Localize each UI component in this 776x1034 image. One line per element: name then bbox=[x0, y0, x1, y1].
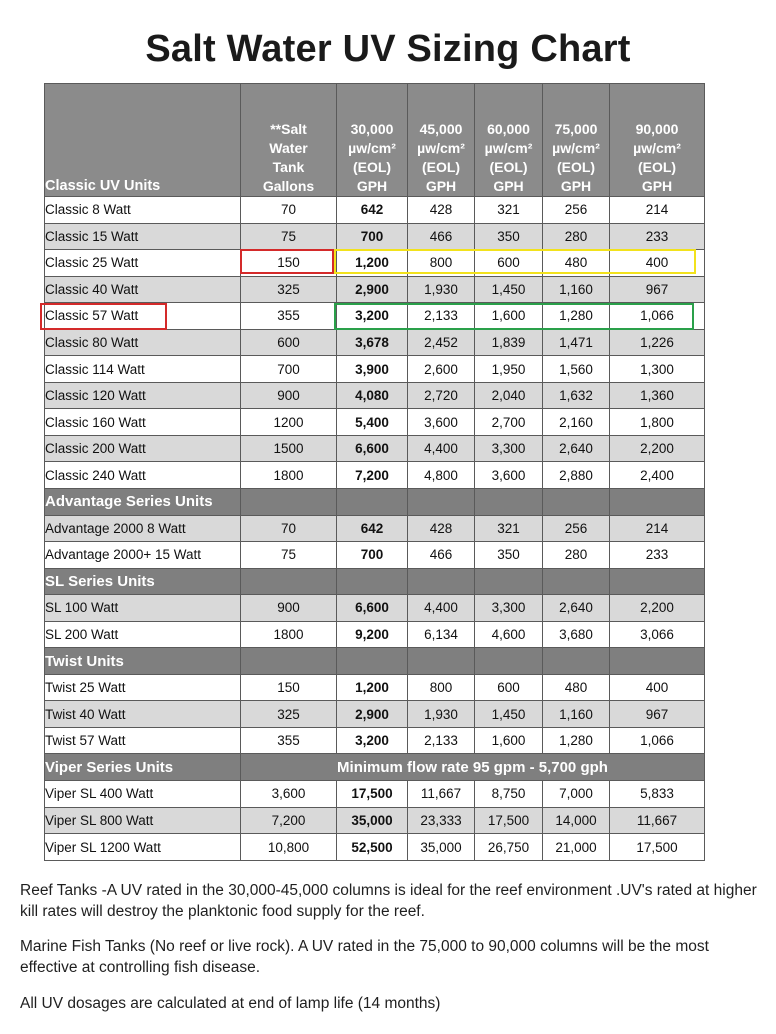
gph-75000-cell: 480 bbox=[543, 250, 610, 277]
gph-90000-cell: 1,800 bbox=[610, 409, 705, 436]
gph-30000-cell: 642 bbox=[337, 197, 408, 224]
footnote-dosage: All UV dosages are calculated at end of lamp life (14 months) bbox=[20, 995, 441, 1012]
table-row bbox=[45, 409, 705, 436]
gph-75000-cell: 280 bbox=[543, 542, 610, 569]
gph-90000-cell: 3,066 bbox=[610, 621, 705, 648]
unit-name-cell: Advantage 2000 8 Watt bbox=[45, 515, 241, 542]
gph-45000-cell: 4,400 bbox=[408, 435, 475, 462]
table-row bbox=[45, 515, 705, 542]
header-line: 30,000 bbox=[350, 121, 394, 137]
section-empty-cell bbox=[241, 489, 337, 516]
gph-30000-cell: 35,000 bbox=[337, 807, 408, 834]
gph-30000-cell: 3,678 bbox=[337, 329, 408, 356]
section-title: Advantage Series Units bbox=[45, 489, 241, 516]
gph-60000-cell: 321 bbox=[475, 197, 543, 224]
gph-75000-cell: 21,000 bbox=[543, 834, 610, 861]
unit-name-cell: Classic 40 Watt bbox=[45, 276, 241, 303]
gallons-cell: 600 bbox=[241, 329, 337, 356]
header-60000 bbox=[475, 84, 543, 197]
table-row bbox=[45, 701, 705, 728]
gallons-cell: 7,200 bbox=[241, 807, 337, 834]
gph-60000-cell: 350 bbox=[475, 223, 543, 250]
gph-75000-cell: 7,000 bbox=[543, 781, 610, 808]
gallons-cell: 70 bbox=[241, 515, 337, 542]
section-empty-cell bbox=[337, 568, 408, 595]
header-line: µw/cm² bbox=[348, 140, 396, 156]
gph-90000-cell: 1,226 bbox=[610, 329, 705, 356]
gph-45000-cell: 2,133 bbox=[408, 727, 475, 754]
header-gallons-line: Water bbox=[269, 140, 308, 156]
gallons-cell: 1800 bbox=[241, 621, 337, 648]
gph-30000-cell: 1,200 bbox=[337, 674, 408, 701]
gph-30000-cell: 2,900 bbox=[337, 276, 408, 303]
gph-90000-cell: 400 bbox=[610, 250, 705, 277]
gph-75000-cell: 480 bbox=[543, 674, 610, 701]
gph-45000-cell: 2,720 bbox=[408, 382, 475, 409]
gallons-cell: 75 bbox=[241, 223, 337, 250]
gallons-cell: 1800 bbox=[241, 462, 337, 489]
gph-90000-cell: 2,400 bbox=[610, 462, 705, 489]
gph-60000-cell: 1,839 bbox=[475, 329, 543, 356]
table-row bbox=[45, 542, 705, 569]
gph-60000-cell: 3,600 bbox=[475, 462, 543, 489]
section-empty-cell bbox=[610, 648, 705, 675]
section-empty-cell bbox=[241, 648, 337, 675]
unit-name-cell: Viper SL 800 Watt bbox=[45, 807, 241, 834]
gph-45000-cell: 4,800 bbox=[408, 462, 475, 489]
header-line: µw/cm² bbox=[484, 140, 533, 156]
gph-90000-cell: 1,360 bbox=[610, 382, 705, 409]
table-row bbox=[45, 462, 705, 489]
section-empty-cell bbox=[337, 489, 408, 516]
gph-90000-cell: 2,200 bbox=[610, 435, 705, 462]
section-empty-cell bbox=[408, 648, 475, 675]
gph-75000-cell: 256 bbox=[543, 197, 610, 224]
table-row bbox=[45, 807, 705, 834]
gph-90000-cell: 214 bbox=[610, 515, 705, 542]
unit-name-cell: SL 100 Watt bbox=[45, 595, 241, 622]
highlight-box-green-row bbox=[334, 303, 694, 330]
table-row bbox=[45, 276, 705, 303]
header-line: µw/cm² bbox=[552, 140, 600, 156]
table-row bbox=[45, 435, 705, 462]
gph-90000-cell: 5,833 bbox=[610, 781, 705, 808]
gph-30000-cell: 642 bbox=[337, 515, 408, 542]
gph-60000-cell: 4,600 bbox=[475, 621, 543, 648]
highlight-box-red-classic-57 bbox=[40, 303, 167, 330]
section-empty-cell bbox=[337, 648, 408, 675]
header-line: GPH bbox=[425, 178, 457, 194]
gallons-cell: 325 bbox=[241, 276, 337, 303]
gph-30000-cell: 5,400 bbox=[337, 409, 408, 436]
header-45000 bbox=[408, 84, 475, 197]
gallons-cell: 3,600 bbox=[241, 781, 337, 808]
gph-90000-cell: 233 bbox=[610, 542, 705, 569]
section-empty-cell bbox=[543, 489, 610, 516]
gph-60000-cell: 1,600 bbox=[475, 303, 543, 330]
gallons-cell: 75 bbox=[241, 542, 337, 569]
unit-name-cell: Classic 80 Watt bbox=[45, 329, 241, 356]
header-gallons bbox=[241, 84, 337, 197]
gph-90000-cell: 967 bbox=[610, 276, 705, 303]
gph-90000-cell: 400 bbox=[610, 674, 705, 701]
gph-45000-cell: 1,930 bbox=[408, 701, 475, 728]
gph-75000-cell: 1,160 bbox=[543, 276, 610, 303]
header-30000 bbox=[337, 84, 408, 197]
section-header-row bbox=[45, 754, 705, 781]
table-row bbox=[45, 834, 705, 861]
gph-60000-cell: 2,040 bbox=[475, 382, 543, 409]
table-row bbox=[45, 356, 705, 383]
unit-name-cell: Classic 8 Watt bbox=[45, 197, 241, 224]
header-line: µw/cm² bbox=[417, 140, 465, 156]
gph-60000-cell: 350 bbox=[475, 542, 543, 569]
header-line: 90,000 bbox=[635, 121, 679, 137]
gph-60000-cell: 2,700 bbox=[475, 409, 543, 436]
gallons-cell: 355 bbox=[241, 727, 337, 754]
gph-60000-cell: 600 bbox=[475, 250, 543, 277]
section-title: Viper Series Units bbox=[45, 754, 241, 781]
section-note: Minimum flow rate 95 gpm - 5,700 gph bbox=[241, 754, 705, 781]
gph-30000-cell: 6,600 bbox=[337, 435, 408, 462]
footnote-marine: Marine Fish Tanks (No reef or live rock). A UV rated in the 75,000 to 90,000 columns will be the most effective at controlling fish disease. bbox=[20, 938, 709, 976]
gph-30000-cell: 1,200 bbox=[337, 250, 408, 277]
gph-60000-cell: 1,950 bbox=[475, 356, 543, 383]
gph-75000-cell: 1,160 bbox=[543, 701, 610, 728]
unit-name-cell: Classic 25 Watt bbox=[45, 250, 241, 277]
gph-75000-cell: 1,280 bbox=[543, 303, 610, 330]
header-line: GPH bbox=[641, 178, 673, 194]
gph-75000-cell: 1,280 bbox=[543, 727, 610, 754]
gph-60000-cell: 321 bbox=[475, 515, 543, 542]
gph-90000-cell: 11,667 bbox=[610, 807, 705, 834]
section-empty-cell bbox=[543, 568, 610, 595]
header-line: (EOL) bbox=[489, 159, 528, 175]
gph-30000-cell: 3,200 bbox=[337, 727, 408, 754]
header-75000 bbox=[543, 84, 610, 197]
unit-name-cell: Classic 240 Watt bbox=[45, 462, 241, 489]
unit-name-cell: Twist 40 Watt bbox=[45, 701, 241, 728]
table-row bbox=[45, 382, 705, 409]
gph-75000-cell: 2,640 bbox=[543, 595, 610, 622]
gph-90000-cell: 1,066 bbox=[610, 727, 705, 754]
table-row bbox=[45, 621, 705, 648]
header-line: (EOL) bbox=[637, 159, 677, 175]
gallons-cell: 1200 bbox=[241, 409, 337, 436]
section-header-row bbox=[45, 568, 705, 595]
gph-45000-cell: 23,333 bbox=[408, 807, 475, 834]
gph-30000-cell: 9,200 bbox=[337, 621, 408, 648]
section-empty-cell bbox=[241, 568, 337, 595]
table-row bbox=[45, 781, 705, 808]
gph-90000-cell: 1,300 bbox=[610, 356, 705, 383]
gallons-cell: 70 bbox=[241, 197, 337, 224]
section-empty-cell bbox=[408, 489, 475, 516]
unit-name-cell: Twist 25 Watt bbox=[45, 674, 241, 701]
table-row bbox=[45, 727, 705, 754]
header-line: 45,000 bbox=[419, 121, 463, 137]
header-gallons-line: Tank bbox=[272, 159, 305, 175]
gallons-cell: 150 bbox=[241, 674, 337, 701]
gph-60000-cell: 26,750 bbox=[475, 834, 543, 861]
gph-60000-cell: 8,750 bbox=[475, 781, 543, 808]
table-row bbox=[45, 595, 705, 622]
section-empty-cell bbox=[408, 568, 475, 595]
table-row bbox=[45, 223, 705, 250]
unit-name-cell: Classic 57 Watt bbox=[45, 303, 241, 330]
header-line: GPH bbox=[356, 178, 388, 194]
gallons-cell: 900 bbox=[241, 595, 337, 622]
gph-45000-cell: 428 bbox=[408, 515, 475, 542]
gph-75000-cell: 3,680 bbox=[543, 621, 610, 648]
header-line: GPH bbox=[560, 178, 592, 194]
gph-75000-cell: 1,632 bbox=[543, 382, 610, 409]
gph-75000-cell: 1,560 bbox=[543, 356, 610, 383]
gph-30000-cell: 700 bbox=[337, 542, 408, 569]
gph-45000-cell: 2,600 bbox=[408, 356, 475, 383]
gph-45000-cell: 1,930 bbox=[408, 276, 475, 303]
gph-90000-cell: 214 bbox=[610, 197, 705, 224]
gph-60000-cell: 1,450 bbox=[475, 276, 543, 303]
header-gallons-line: Gallons bbox=[262, 178, 315, 194]
gph-45000-cell: 2,452 bbox=[408, 329, 475, 356]
section-title: Twist Units bbox=[45, 648, 241, 675]
header-90000 bbox=[610, 84, 705, 197]
table-row bbox=[45, 329, 705, 356]
gph-90000-cell: 2,200 bbox=[610, 595, 705, 622]
section-empty-cell bbox=[610, 568, 705, 595]
header-line: 60,000 bbox=[487, 121, 530, 137]
gph-60000-cell: 3,300 bbox=[475, 595, 543, 622]
table-body bbox=[45, 197, 705, 861]
gph-45000-cell: 428 bbox=[408, 197, 475, 224]
gph-90000-cell: 1,066 bbox=[610, 303, 705, 330]
gph-75000-cell: 256 bbox=[543, 515, 610, 542]
section-empty-cell bbox=[543, 648, 610, 675]
section-empty-cell bbox=[475, 568, 543, 595]
gph-30000-cell: 700 bbox=[337, 223, 408, 250]
gph-45000-cell: 3,600 bbox=[408, 409, 475, 436]
unit-name-cell: Classic 114 Watt bbox=[45, 356, 241, 383]
gph-75000-cell: 1,471 bbox=[543, 329, 610, 356]
header-gallons-line: **Salt bbox=[270, 121, 307, 137]
gph-45000-cell: 800 bbox=[408, 250, 475, 277]
gph-30000-cell: 3,200 bbox=[337, 303, 408, 330]
gph-60000-cell: 3,300 bbox=[475, 435, 543, 462]
unit-name-cell: Classic 15 Watt bbox=[45, 223, 241, 250]
header-line: µw/cm² bbox=[633, 140, 681, 156]
unit-name-cell: Viper SL 400 Watt bbox=[45, 781, 241, 808]
gph-45000-cell: 6,134 bbox=[408, 621, 475, 648]
gph-30000-cell: 2,900 bbox=[337, 701, 408, 728]
gph-75000-cell: 280 bbox=[543, 223, 610, 250]
gph-90000-cell: 967 bbox=[610, 701, 705, 728]
gph-30000-cell: 17,500 bbox=[337, 781, 408, 808]
gph-75000-cell: 2,160 bbox=[543, 409, 610, 436]
header-line: (EOL) bbox=[421, 159, 461, 175]
section-empty-cell bbox=[475, 648, 543, 675]
gph-60000-cell: 17,500 bbox=[475, 807, 543, 834]
highlight-box-red-gallons bbox=[240, 249, 334, 274]
gph-30000-cell: 7,200 bbox=[337, 462, 408, 489]
table-row bbox=[45, 674, 705, 701]
unit-name-cell: Viper SL 1200 Watt bbox=[45, 834, 241, 861]
gallons-cell: 10,800 bbox=[241, 834, 337, 861]
gph-45000-cell: 2,133 bbox=[408, 303, 475, 330]
gph-90000-cell: 17,500 bbox=[610, 834, 705, 861]
gph-30000-cell: 52,500 bbox=[337, 834, 408, 861]
gallons-cell: 355 bbox=[241, 303, 337, 330]
header-line: 75,000 bbox=[554, 121, 598, 137]
section-header-row bbox=[45, 648, 705, 675]
unit-name-cell: Classic 200 Watt bbox=[45, 435, 241, 462]
uv-sizing-table bbox=[44, 83, 705, 861]
page-title: Salt Water UV Sizing Chart bbox=[145, 28, 631, 70]
header-row bbox=[45, 84, 705, 197]
section-header-row bbox=[45, 489, 705, 516]
section-empty-cell bbox=[610, 489, 705, 516]
gph-45000-cell: 800 bbox=[408, 674, 475, 701]
gph-30000-cell: 4,080 bbox=[337, 382, 408, 409]
unit-name-cell: SL 200 Watt bbox=[45, 621, 241, 648]
gph-75000-cell: 2,640 bbox=[543, 435, 610, 462]
gph-45000-cell: 11,667 bbox=[408, 781, 475, 808]
gph-75000-cell: 14,000 bbox=[543, 807, 610, 834]
gallons-cell: 700 bbox=[241, 356, 337, 383]
gph-30000-cell: 3,900 bbox=[337, 356, 408, 383]
header-line: (EOL) bbox=[352, 159, 392, 175]
unit-name-cell: Twist 57 Watt bbox=[45, 727, 241, 754]
gph-90000-cell: 233 bbox=[610, 223, 705, 250]
gph-75000-cell: 2,880 bbox=[543, 462, 610, 489]
gph-45000-cell: 4,400 bbox=[408, 595, 475, 622]
header-units: Classic UV Units bbox=[45, 84, 241, 197]
gph-45000-cell: 466 bbox=[408, 542, 475, 569]
header-line: (EOL) bbox=[556, 159, 596, 175]
gph-60000-cell: 600 bbox=[475, 674, 543, 701]
table-row bbox=[45, 197, 705, 224]
highlight-box-yellow-row bbox=[334, 249, 696, 274]
gph-60000-cell: 1,450 bbox=[475, 701, 543, 728]
footnote-reef: Reef Tanks -A UV rated in the 30,000-45,000 columns is ideal for the reef environment .UV's rated at higher kill rates will destroy the planktonic food supply for the reef. bbox=[20, 882, 757, 920]
gph-45000-cell: 466 bbox=[408, 223, 475, 250]
gallons-cell: 150 bbox=[241, 250, 337, 277]
section-empty-cell bbox=[475, 489, 543, 516]
unit-name-cell: Advantage 2000+ 15 Watt bbox=[45, 542, 241, 569]
gph-30000-cell: 6,600 bbox=[337, 595, 408, 622]
gph-45000-cell: 35,000 bbox=[408, 834, 475, 861]
gallons-cell: 900 bbox=[241, 382, 337, 409]
unit-name-cell: Classic 160 Watt bbox=[45, 409, 241, 436]
header-line: GPH bbox=[493, 178, 524, 194]
gph-60000-cell: 1,600 bbox=[475, 727, 543, 754]
gallons-cell: 1500 bbox=[241, 435, 337, 462]
section-title: SL Series Units bbox=[45, 568, 241, 595]
unit-name-cell: Classic 120 Watt bbox=[45, 382, 241, 409]
gallons-cell: 325 bbox=[241, 701, 337, 728]
